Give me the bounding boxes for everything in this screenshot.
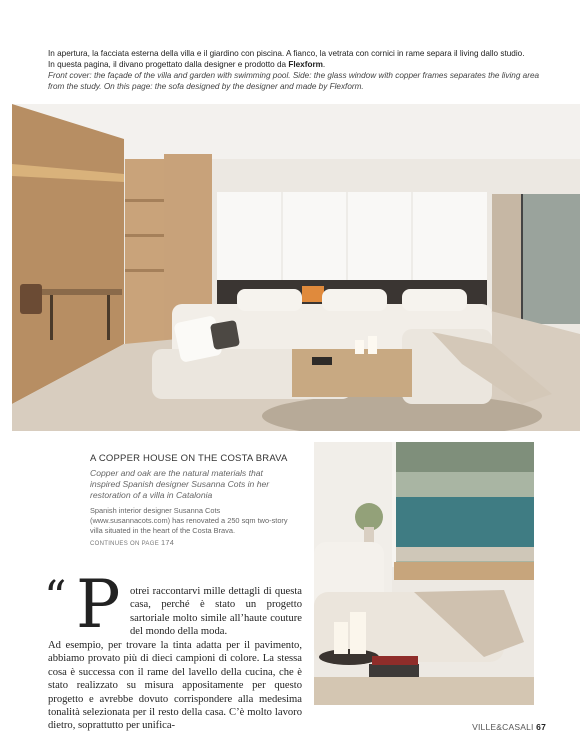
caption-english: Front cover: the façade of the villa and garden with swimming pool. Side: the glass window with copper frames separates the living area from the study. On this page: the sofa designed by the designer and made by Flexform. bbox=[48, 71, 540, 91]
sofa-detail-photo bbox=[314, 442, 534, 705]
page-number: 67 bbox=[536, 722, 546, 732]
open-quote-mark: “ bbox=[44, 572, 67, 623]
main-living-room-photo bbox=[12, 104, 580, 431]
sidebar-title: A COPPER HOUSE ON THE COSTA BRAVA bbox=[90, 453, 288, 464]
sidebar-english-summary bbox=[90, 453, 290, 547]
article-body-text: Ad esempio, per trovare la tinta adatta per il pavimento, abbiamo provato più di dieci campioni di colore. La stessa cosa è successa con il rame del lavello della cucina, che è stato realizzato su misura appositamente per questo progetto e avrebbe dovuto corrispondere alla medesima tonalità selezionata per il resto della casa. C’è molto lavoro dietro, soprattutto per unifica- bbox=[48, 640, 302, 732]
photo-caption bbox=[48, 48, 548, 92]
brand-name: Flexform bbox=[288, 60, 323, 69]
drop-cap: P bbox=[76, 566, 121, 643]
sidebar-body: Spanish interior designer Susanna Cots (www.susannacots.com) has renovated a 250 sqm two-story villa situated in the heart of the Costa Brava. bbox=[90, 506, 288, 535]
continues-on-page bbox=[90, 538, 290, 547]
magazine-name: VILLE&CASALI bbox=[472, 722, 534, 732]
caption-italian: In apertura, la facciata esterna della villa e il giardino con piscina. A fianco, la vetrata con cornici in rame separa il living dallo studio. In questa pagina, il divano progettato dalla designer e prodotto da Flexform. bbox=[48, 49, 525, 69]
continues-label: CONTINUES ON PAGE bbox=[90, 541, 159, 547]
continues-page-number: 174 bbox=[160, 538, 175, 547]
page-folio bbox=[472, 722, 546, 732]
sidebar-dek: Copper and oak are the natural materials that inspired Spanish designer Susanna Cots in her restoration of a villa in Catalonia bbox=[90, 468, 270, 500]
article-lead-text: otrei raccontarvi mille dettagli di questa casa, perché è stato un progetto sartoriale molto simile all’haute couture del mondo della moda. bbox=[130, 586, 302, 638]
